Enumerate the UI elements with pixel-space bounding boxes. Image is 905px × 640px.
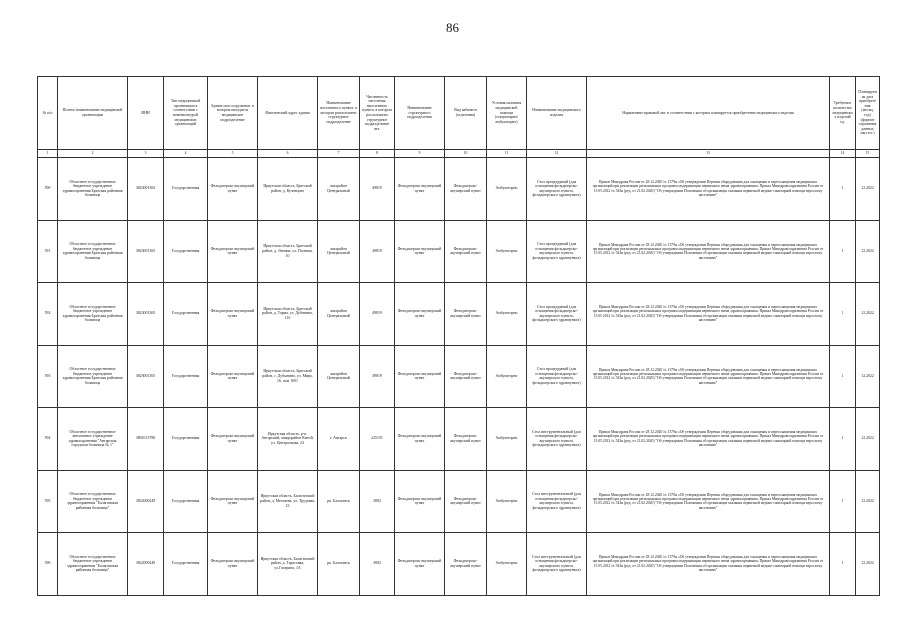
address: Иркутская область, Балаганский район, д. Тарасовка, ул.Гагарина, 1А — [258, 533, 318, 596]
column-number: 9 — [395, 150, 445, 158]
row-number: 591 — [38, 220, 58, 283]
quantity: 1 — [830, 470, 856, 533]
inn: 3823001365 — [128, 345, 164, 408]
cabinet-type: Фельдшерско-акушерский пункт — [445, 158, 487, 221]
regulation: Приказ Минздрава России от 28.12.2020 № 1379н «Об утверждении Перечня оборудования для оснащения и переоснащения медицинских организаций при реализации региональных программ модернизации первичного звена здравоохранения» Приказ Минздравсоцразвития России от 15.05.2012 № 543н (ред. от 21.02.2020) "Об утверждении Положения об организации оказания первичной медико-санитарной помощи взрослому населению" — [587, 470, 830, 533]
structural-unit: Фельдшерско-акушерский пункт — [395, 470, 445, 533]
row-number: 596 — [38, 533, 58, 596]
header-cell: Здание или сооружение, в котором находится медицинское подразделение — [208, 77, 258, 150]
column-number: 3 — [128, 150, 164, 158]
settlement: рп. Балаганск — [318, 533, 360, 596]
settlement: жилрайон Центральный — [318, 283, 360, 346]
row-number: 593 — [38, 345, 58, 408]
row-number: 594 — [38, 408, 58, 471]
population: 225151 — [360, 408, 395, 471]
device-name: Стол инструментальный (для оснащения фельдшерско-акушерского пункта, фельдшерского здравпункта) — [527, 470, 587, 533]
building: Фельдшерско-акушерский пункт — [208, 533, 258, 596]
purchase-date: 12.2022 — [856, 158, 880, 221]
building: Фельдшерско-акушерский пункт — [208, 220, 258, 283]
cabinet-type: Фельдшерско-акушерский пункт — [445, 533, 487, 596]
column-number: 6 — [258, 150, 318, 158]
header-cell: Нормативно-правовой акт, в соответствии с которым планируется приобретение медицинского изделия — [587, 77, 830, 150]
table-row — [38, 158, 880, 221]
purchase-date: 12.2022 — [856, 345, 880, 408]
building: Фельдшерско-акушерский пункт — [208, 470, 258, 533]
inn: 3823001365 — [128, 220, 164, 283]
population: 49819 — [360, 220, 395, 283]
cabinet-type: Фельдшерско-акушерский пункт — [445, 470, 487, 533]
device-name: Стол процедурный (для оснащения фельдшерско-акушерского пункта, фельдшерского здравпункта) — [527, 220, 587, 283]
address: Иркутская область, Братский район, д. Ленина, ул. Полевая, 10 — [258, 220, 318, 283]
organization-type: Государственная — [164, 220, 208, 283]
header-cell: Численность населения населенного пункта, в котором расположено структурное подразделение чел. — [360, 77, 395, 150]
quantity: 1 — [830, 345, 856, 408]
address: Иркутская область, Братский район, с. Дубынино, ул. Мира, 16, пом 1001 — [258, 345, 318, 408]
table-row — [38, 345, 880, 408]
building: Фельдшерско-акушерский пункт — [208, 158, 258, 221]
address: Иркутская область, Балаганский район, д. Метляева, ул. Трудовая, 23 — [258, 470, 318, 533]
column-number: 7 — [318, 150, 360, 158]
column-number: 10 — [445, 150, 487, 158]
organization-type: Государственная — [164, 345, 208, 408]
device-name: Стол инструментальный (для оснащения фельдшерско-акушерского пункта, фельдшерского здравпункта) — [527, 408, 587, 471]
header-cell: Вид кабинета (отделения) — [445, 77, 487, 150]
column-number: 2 — [58, 150, 128, 158]
quantity: 1 — [830, 283, 856, 346]
inn: 3822000249 — [128, 470, 164, 533]
quantity: 1 — [830, 533, 856, 596]
header-cell: Наименование структурного подразделения — [395, 77, 445, 150]
regulation: Приказ Минздрава России от 28.12.2020 № 1379н «Об утверждении Перечня оборудования для оснащения и переоснащения медицинских организаций при реализации региональных программ модернизации первичного звена здравоохранения» Приказ Минздравсоцразвития России от 15.05.2012 № 543н (ред. от 21.02.2020) "Об утверждении Положения об организации оказания первичной медико-санитарной помощи взрослому населению" — [587, 283, 830, 346]
organization-name: Областное государственное бюджетное учреждение здравоохранения Братская районная больница — [58, 283, 128, 346]
inn: 3823001365 — [128, 158, 164, 221]
equipment-table — [37, 76, 880, 596]
purchase-date: 12.2022 — [856, 283, 880, 346]
column-number: 12 — [527, 150, 587, 158]
population: 49819 — [360, 283, 395, 346]
building: Фельдшерско-акушерский пункт — [208, 408, 258, 471]
structural-unit: Фельдшерско-акушерский пункт — [395, 283, 445, 346]
quantity: 1 — [830, 220, 856, 283]
quantity: 1 — [830, 408, 856, 471]
header-cell: Планируемая дата приобретения (месяц, год) (формат отражения данных мм.гггг.) — [856, 77, 880, 150]
column-number: 5 — [208, 150, 258, 158]
organization-type: Государственная — [164, 408, 208, 471]
column-number: 14 — [830, 150, 856, 158]
organization-name: Областное государственное бюджетное учреждение здравоохранения Братская районная больница — [58, 220, 128, 283]
column-number: 8 — [360, 150, 395, 158]
care-conditions: Амбулаторно — [487, 345, 527, 408]
device-name: Стол процедурный (для оснащения фельдшерско-акушерского пункта, фельдшерского здравпункта) — [527, 345, 587, 408]
care-conditions: Амбулаторно — [487, 470, 527, 533]
purchase-date: 12.2022 — [856, 220, 880, 283]
column-number: 4 — [164, 150, 208, 158]
address: Иркутская область, Братский район, д. Тарма, ул. Дубинина, 11б — [258, 283, 318, 346]
row-number: 592 — [38, 283, 58, 346]
regulation: Приказ Минздрава России от 28.12.2020 № 1379н «Об утверждении Перечня оборудования для оснащения и переоснащения медицинских организаций при реализации региональных программ модернизации первичного звена здравоохранения» Приказ Минздравсоцразвития России от 15.05.2012 № 543н (ред. от 21.02.2020) "Об утверждении Положения об организации оказания первичной медико-санитарной помощи взрослому населению" — [587, 220, 830, 283]
table-row — [38, 470, 880, 533]
purchase-date: 12.2022 — [856, 533, 880, 596]
inn: 3823001365 — [128, 283, 164, 346]
care-conditions: Амбулаторно — [487, 158, 527, 221]
column-number: 15 — [856, 150, 880, 158]
care-conditions: Амбулаторно — [487, 408, 527, 471]
regulation: Приказ Минздрава России от 28.12.2020 № 1379н «Об утверждении Перечня оборудования для оснащения и переоснащения медицинских организаций при реализации региональных программ модернизации первичного звена здравоохранения» Приказ Минздравсоцразвития России от 15.05.2012 № 543н (ред. от 21.02.2020) "Об утверждении Положения об организации оказания первичной медико-санитарной помощи взрослому населению" — [587, 533, 830, 596]
inn: 3801013780 — [128, 408, 164, 471]
organization-name: Областное государственное бюджетное учреждение здравоохранения Братская районная больница — [58, 345, 128, 408]
device-name: Стол инструментальный (для оснащения фельдшерско-акушерского пункта, фельдшерского здравпункта) — [527, 533, 587, 596]
care-conditions: Амбулаторно — [487, 220, 527, 283]
column-number: 13 — [587, 150, 830, 158]
settlement: жилрайон Центральный — [318, 158, 360, 221]
header-cell: Полное наименование медицинской организации — [58, 77, 128, 150]
row-number: 595 — [38, 470, 58, 533]
building: Фельдшерско-акушерский пункт — [208, 283, 258, 346]
building: Фельдшерско-акушерский пункт — [208, 345, 258, 408]
table-row — [38, 220, 880, 283]
inn: 3822000249 — [128, 533, 164, 596]
care-conditions: Амбулаторно — [487, 283, 527, 346]
header-cell: Требуемое количество медицинских изделий ед. — [830, 77, 856, 150]
address: Иркутская область, р-п. Ангарский, микрорайон Китой, ул. Центральная, 24 — [258, 408, 318, 471]
settlement: рп. Балаганск — [318, 470, 360, 533]
population: 49819 — [360, 345, 395, 408]
organization-type: Государственная — [164, 470, 208, 533]
table-row — [38, 408, 880, 471]
structural-unit: Фельдшерско-акушерский пункт — [395, 220, 445, 283]
cabinet-type: Фельдшерско-акушерский пункт — [445, 220, 487, 283]
header-cell: № п/п — [38, 77, 58, 150]
organization-name: Областное государственное автономное учреждение здравоохранения "Ангарская городская больница № 1" — [58, 408, 128, 471]
regulation: Приказ Минздрава России от 28.12.2020 № 1379н «Об утверждении Перечня оборудования для оснащения и переоснащения медицинских организаций при реализации региональных программ модернизации первичного звена здравоохранения» Приказ Минздравсоцразвития России от 15.05.2012 № 543н (ред. от 21.02.2020) "Об утверждении Положения об организации оказания первичной медико-санитарной помощи взрослому населению" — [587, 158, 830, 221]
quantity: 1 — [830, 158, 856, 221]
structural-unit: Фельдшерско-акушерский пункт — [395, 408, 445, 471]
organization-type: Государственная — [164, 283, 208, 346]
settlement: г. Ангарск — [318, 408, 360, 471]
device-name: Стол процедурный (для оснащения фельдшерско-акушерского пункта, фельдшерского здравпункта) — [527, 158, 587, 221]
purchase-date: 12.2022 — [856, 470, 880, 533]
header-cell: Условия оказания медицинской помощи (стационарно/амбулаторно) — [487, 77, 527, 150]
care-conditions: Амбулаторно — [487, 533, 527, 596]
regulation: Приказ Минздрава России от 28.12.2020 № 1379н «Об утверждении Перечня оборудования для оснащения и переоснащения медицинских организаций при реализации региональных программ модернизации первичного звена здравоохранения» Приказ Минздравсоцразвития России от 15.05.2012 № 543н (ред. от 21.02.2020) "Об утверждении Положения об организации оказания первичной медико-санитарной помощи взрослому населению" — [587, 345, 830, 408]
header-cell: ИНН — [128, 77, 164, 150]
organization-name: Областное государственное бюджетное учреждение здравоохранения Братская районная больница — [58, 158, 128, 221]
header-cell: Наименование населенного пункта, в котором расположено структурное подразделение — [318, 77, 360, 150]
cabinet-type: Фельдшерско-акушерский пункт — [445, 408, 487, 471]
population: 3882 — [360, 470, 395, 533]
address: Иркутская область, Братский район, д. Кузнецова — [258, 158, 318, 221]
structural-unit: Фельдшерско-акушерский пункт — [395, 533, 445, 596]
cabinet-type: Фельдшерско-акушерский пункт — [445, 283, 487, 346]
column-number-row — [38, 150, 880, 158]
settlement: жилрайон Центральный — [318, 345, 360, 408]
population: 49819 — [360, 158, 395, 221]
settlement: жилрайон Центральный — [318, 220, 360, 283]
column-number: 11 — [487, 150, 527, 158]
organization-name: Областное государственное бюджетное учреждение здравоохранения "Балаганская районная больница" — [58, 533, 128, 596]
organization-name: Областное государственное бюджетное учреждение здравоохранения "Балаганская районная больница" — [58, 470, 128, 533]
row-number: 590 — [38, 158, 58, 221]
table-row — [38, 533, 880, 596]
page-number: 86 — [446, 20, 459, 35]
structural-unit: Фельдшерско-акушерский пункт — [395, 345, 445, 408]
population: 3882 — [360, 533, 395, 596]
cabinet-type: Фельдшерско-акушерский пункт — [445, 345, 487, 408]
structural-unit: Фельдшерско-акушерский пункт — [395, 158, 445, 221]
organization-type: Государственная — [164, 158, 208, 221]
organization-type: Государственная — [164, 533, 208, 596]
header-cell: Фактический адрес здания — [258, 77, 318, 150]
regulation: Приказ Минздрава России от 28.12.2020 № 1379н «Об утверждении Перечня оборудования для оснащения и переоснащения медицинских организаций при реализации региональных программ модернизации первичного звена здравоохранения» Приказ Минздравсоцразвития России от 15.05.2012 № 543н (ред. от 21.02.2020) "Об утверждении Положения об организации оказания первичной медико-санитарной помощи взрослому населению" — [587, 408, 830, 471]
device-name: Стол процедурный (для оснащения фельдшерско-акушерского пункта, фельдшерского здравпункта) — [527, 283, 587, 346]
header-cell: Тип медицинской организации в соответствии с номенклатурой медицинских организаций — [164, 77, 208, 150]
table-row — [38, 283, 880, 346]
purchase-date: 12.2022 — [856, 408, 880, 471]
column-number: 1 — [38, 150, 58, 158]
header-cell: Наименование медицинского изделия — [527, 77, 587, 150]
header-row — [38, 77, 880, 150]
